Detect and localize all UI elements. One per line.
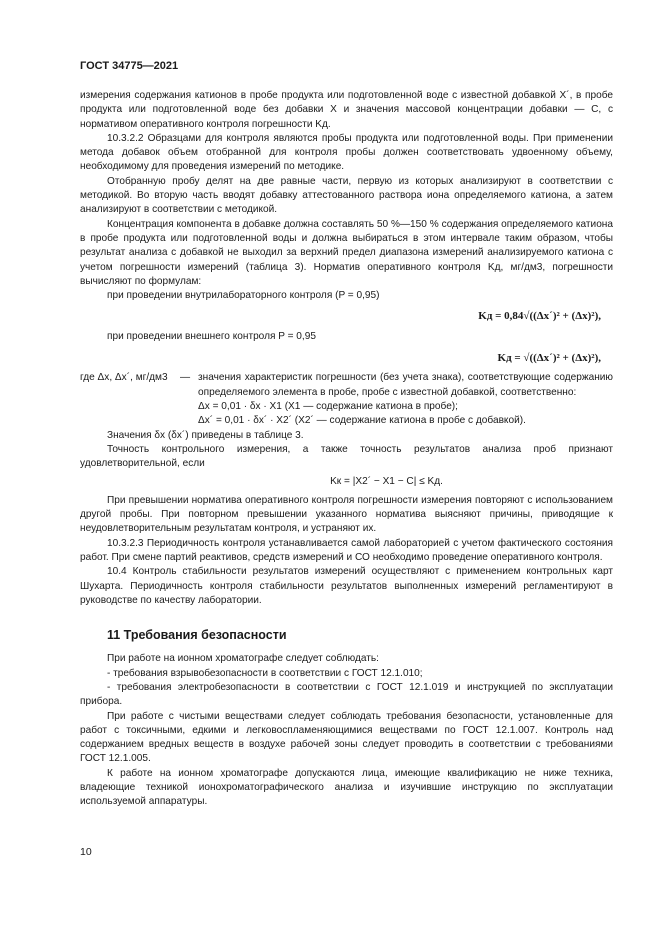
list-item: - требования электробезопасности в соответствии с ГОСТ 12.1.019 и инструкцией по эксплуатации прибора. xyxy=(80,681,613,708)
list-item: - требования взрывобезопасности в соответствии с ГОСТ 12.1.010; xyxy=(107,667,423,679)
paragraph: измерения содержания катионов в пробе продукта или подготовленной воде с известной добавкой X´, в пробе продукта или подготовленной воде без добавки X и значения массовой концентрации добавки — C, с нормативом оперативного контроля погрешности Kд. xyxy=(80,90,613,130)
page-body xyxy=(80,89,613,810)
document-code: ГОСТ 34775—2021 xyxy=(80,60,179,72)
paragraph: Точность контрольного измерения, а также точность результатов анализа проб признают удовлетворительной, если xyxy=(80,443,613,470)
paragraph: Концентрация компонента в добавке должна составлять 50 %—150 % содержания определяемого катиона в пробе продукта или подготовленной воды и должна выбираться в этом интервале таким образом, чтобы результат анализа с добавкой не выходил за верхний предел диапазона измерений анализируемого катиона с учетом погрешности измерений (таблица 3). Норматив оперативного контроля Kд, мг/дм3, погрешности вычисляют по формулам: xyxy=(80,218,613,287)
where-block xyxy=(80,371,613,428)
formula-internal-control: Kд = 0,84√((Δx´)² + (Δx)²), xyxy=(478,310,601,323)
formula-accuracy-check: Kк = |X2´ − X1 − C| ≤ Kд. xyxy=(330,476,443,488)
paragraph: Значения δx (δx´) приведены в таблице 3. xyxy=(107,429,304,441)
paragraph: При работе на ионном хроматографе следует соблюдать: xyxy=(107,653,379,665)
paragraph: К работе на ионном хроматографе допускаются лица, имеющие квалификацию не ниже техника, владеющие техникой ионохроматографического анализа и изучившие инструкцию по эксплуатации используемой аппаратуры. xyxy=(80,767,613,808)
paragraph: Отобранную пробу делят на две равные части, первую из которых анализируют в соответствии с методикой. Во вторую часть вводят добавку аттестованного раствора иона определяемого катиона, а затем анализируют в соответствии с методикой. xyxy=(80,175,613,216)
paragraph: при проведении внутрилабораторного контроля (P = 0,95) xyxy=(107,290,380,302)
where-line-1: Δx = 0,01 · δx · X1 (X1 — содержание катиона в пробе); xyxy=(198,400,458,412)
where-dash: — xyxy=(179,372,191,384)
paragraph: При превышении норматива оперативного контроля погрешности измерения повторяют с использованием другой пробы. При повторном превышении указанного норматива выясняют причины, приводящие к неудовлетворительным результатам контроля, и устраняют их. xyxy=(80,494,613,535)
page-number: 10 xyxy=(80,846,92,858)
where-label: где Δx, Δx´, мг/дм3 xyxy=(80,372,168,384)
where-line-2: Δx´ = 0,01 · δx´ · X2´ (X2´ — содержание катиона в пробе с добавкой). xyxy=(198,415,526,427)
paragraph: 10.3.2.3 Периодичность контроля устанавливается самой лабораторией с учетом фактического состояния работ. При смене партий реактивов, средств измерений и СО необходимо проведение оперативного контроля. xyxy=(80,537,613,563)
paragraph: 10.4 Контроль стабильности результатов измерений осуществляют с применением контрольных карт Шухарта. Периодичность контроля стабильности результатов выполненных измерений регламентируют в руководстве по качеству лаборатории. xyxy=(80,566,613,606)
where-text: значения характеристик погрешности (без учета знака), соответствующие содержанию определяемого элемента в пробе, пробе с известной добавкой, соответственно: xyxy=(198,372,613,398)
section-heading: 11 Требования безопасности xyxy=(107,628,287,643)
formula-external-control: Kд = √((Δx´)² + (Δx)²), xyxy=(497,352,601,365)
paragraph: При работе с чистыми веществами следует соблюдать требования безопасности, установленные для работ с токсичными, едкими и легковоспламеняющимися веществами по ГОСТ 12.1.007. Контроль над содержанием вредных веществ в воздухе рабочей зоны следует проводить в соответствии с требованиями ГОСТ 12.1.005. xyxy=(80,710,613,765)
paragraph: при проведении внешнего контроля P = 0,95 xyxy=(107,330,316,342)
paragraph: 10.3.2.2 Образцами для контроля являются пробы продукта или подготовленной воды. При применении метода добавок объем отобранной для контроля пробы должен соответствовать удвоенному объему, необходимому для проведения измерений по методике. xyxy=(80,132,613,173)
where-description xyxy=(198,371,613,428)
